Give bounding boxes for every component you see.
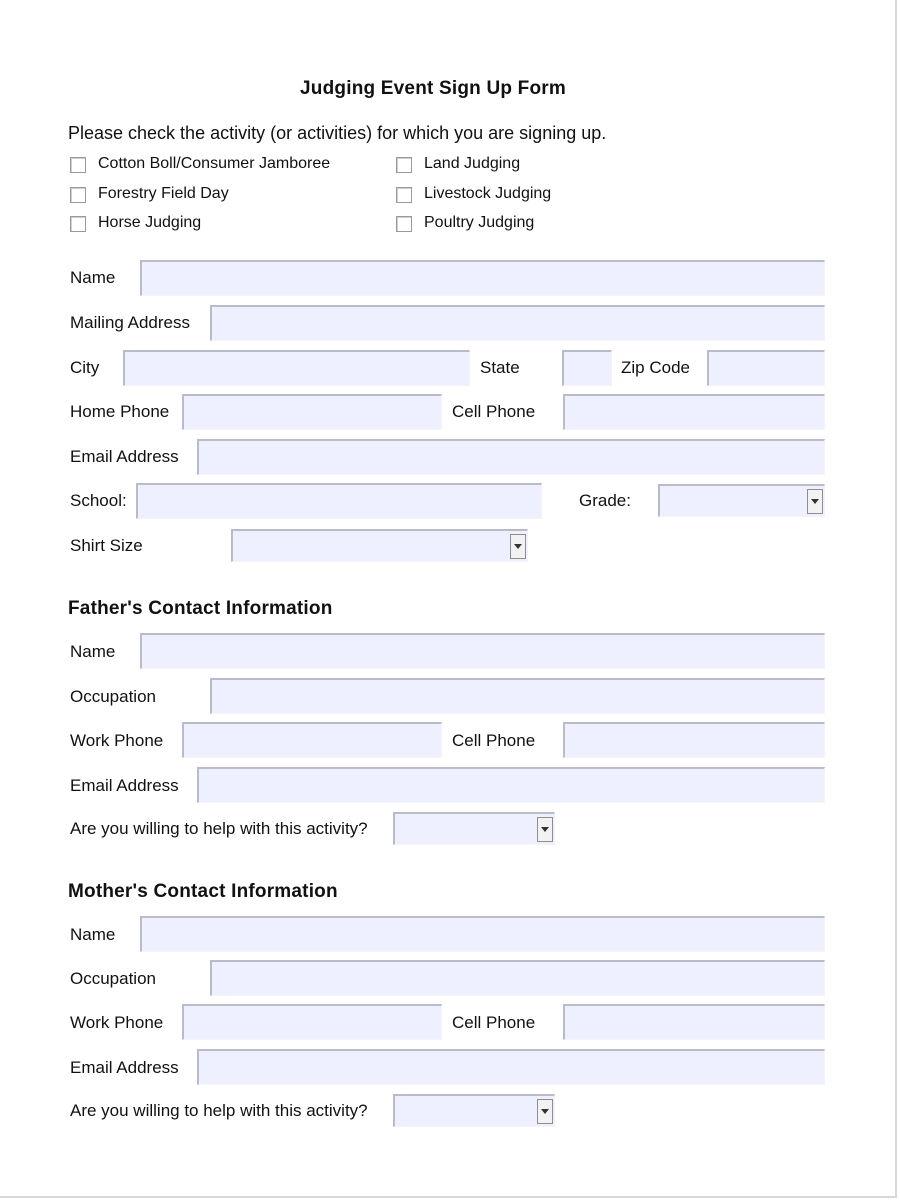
- mother-email-label: Email Address: [70, 1058, 179, 1077]
- checkbox[interactable]: [70, 187, 86, 203]
- father-work-phone-input[interactable]: [182, 722, 442, 758]
- form-title: Judging Event Sign Up Form: [300, 78, 566, 99]
- mother-cell-phone-input[interactable]: [563, 1004, 825, 1040]
- mother-section-heading: Mother's Contact Information: [68, 881, 338, 902]
- dropdown-arrow[interactable]: [510, 534, 526, 559]
- dropdown-arrow[interactable]: [537, 817, 553, 842]
- zip-code-input[interactable]: [707, 350, 825, 386]
- activity-label: Cotton Boll/Consumer Jamboree: [98, 154, 331, 172]
- mother-name-label: Name: [70, 925, 116, 944]
- dropdown-arrow[interactable]: [807, 489, 823, 514]
- father-section-heading: Father's Contact Information: [68, 598, 333, 619]
- chevron-down-icon: [514, 544, 522, 549]
- mother-cell-phone-label: Cell Phone: [452, 1013, 536, 1032]
- city-input[interactable]: [123, 350, 470, 386]
- chevron-down-icon: [541, 1109, 549, 1114]
- zip-code-label: Zip Code: [621, 358, 690, 377]
- activity-label: Poultry Judging: [424, 213, 535, 231]
- mother-email-input[interactable]: [197, 1049, 825, 1085]
- activity-option-horse[interactable]: [70, 213, 201, 232]
- checkbox[interactable]: [70, 216, 86, 232]
- father-occupation-input[interactable]: [210, 678, 825, 714]
- father-help-select[interactable]: [393, 812, 555, 845]
- father-cell-phone-input[interactable]: [563, 722, 825, 758]
- state-input[interactable]: [562, 350, 612, 386]
- email-label: Email Address: [70, 447, 179, 466]
- state-label: State: [480, 358, 520, 377]
- checkbox[interactable]: [396, 216, 412, 232]
- mother-help-select[interactable]: [393, 1094, 555, 1127]
- mother-help-label: Are you willing to help with this activity?: [70, 1101, 368, 1120]
- checkbox[interactable]: [70, 157, 86, 173]
- father-work-phone-label: Work Phone: [70, 731, 164, 750]
- activity-option-cotton-boll[interactable]: [70, 154, 330, 173]
- father-email-input[interactable]: [197, 767, 825, 803]
- name-input[interactable]: [140, 260, 825, 296]
- checkbox[interactable]: [396, 187, 412, 203]
- name-label: Name: [70, 268, 116, 287]
- cell-phone-label: Cell Phone: [452, 402, 536, 421]
- mailing-address-input[interactable]: [210, 305, 825, 341]
- mother-work-phone-input[interactable]: [182, 1004, 442, 1040]
- father-help-label: Are you willing to help with this activity?: [70, 819, 368, 838]
- school-input[interactable]: [136, 483, 542, 519]
- activity-option-poultry[interactable]: [396, 213, 534, 232]
- mother-work-phone-label: Work Phone: [70, 1013, 164, 1032]
- activity-label: Forestry Field Day: [98, 184, 229, 202]
- activity-option-forestry[interactable]: [70, 184, 229, 203]
- grade-select[interactable]: [658, 484, 825, 517]
- shirt-size-select[interactable]: [231, 529, 528, 562]
- mother-occupation-input[interactable]: [210, 960, 825, 996]
- father-name-label: Name: [70, 642, 116, 661]
- chevron-down-icon: [541, 827, 549, 832]
- activity-option-land[interactable]: [396, 154, 520, 173]
- school-label: School:: [70, 491, 127, 510]
- email-input[interactable]: [197, 439, 825, 475]
- father-occupation-label: Occupation: [70, 687, 156, 706]
- mailing-address-label: Mailing Address: [70, 313, 191, 332]
- activity-label: Land Judging: [424, 154, 521, 172]
- shirt-size-label: Shirt Size: [70, 536, 143, 555]
- chevron-down-icon: [811, 499, 819, 504]
- city-label: City: [70, 358, 100, 377]
- mother-name-input[interactable]: [140, 916, 825, 952]
- father-cell-phone-label: Cell Phone: [452, 731, 536, 750]
- activity-label: Horse Judging: [98, 213, 202, 231]
- home-phone-input[interactable]: [182, 394, 442, 430]
- father-name-input[interactable]: [140, 633, 825, 669]
- grade-label: Grade:: [579, 491, 631, 510]
- dropdown-arrow[interactable]: [537, 1099, 553, 1124]
- checkbox[interactable]: [396, 157, 412, 173]
- activity-instruction: Please check the activity (or activities) for which you are signing up.: [68, 123, 607, 143]
- activity-label: Livestock Judging: [424, 184, 552, 202]
- home-phone-label: Home Phone: [70, 402, 170, 421]
- father-email-label: Email Address: [70, 776, 179, 795]
- activity-option-livestock[interactable]: [396, 184, 551, 203]
- cell-phone-input[interactable]: [563, 394, 825, 430]
- mother-occupation-label: Occupation: [70, 969, 156, 988]
